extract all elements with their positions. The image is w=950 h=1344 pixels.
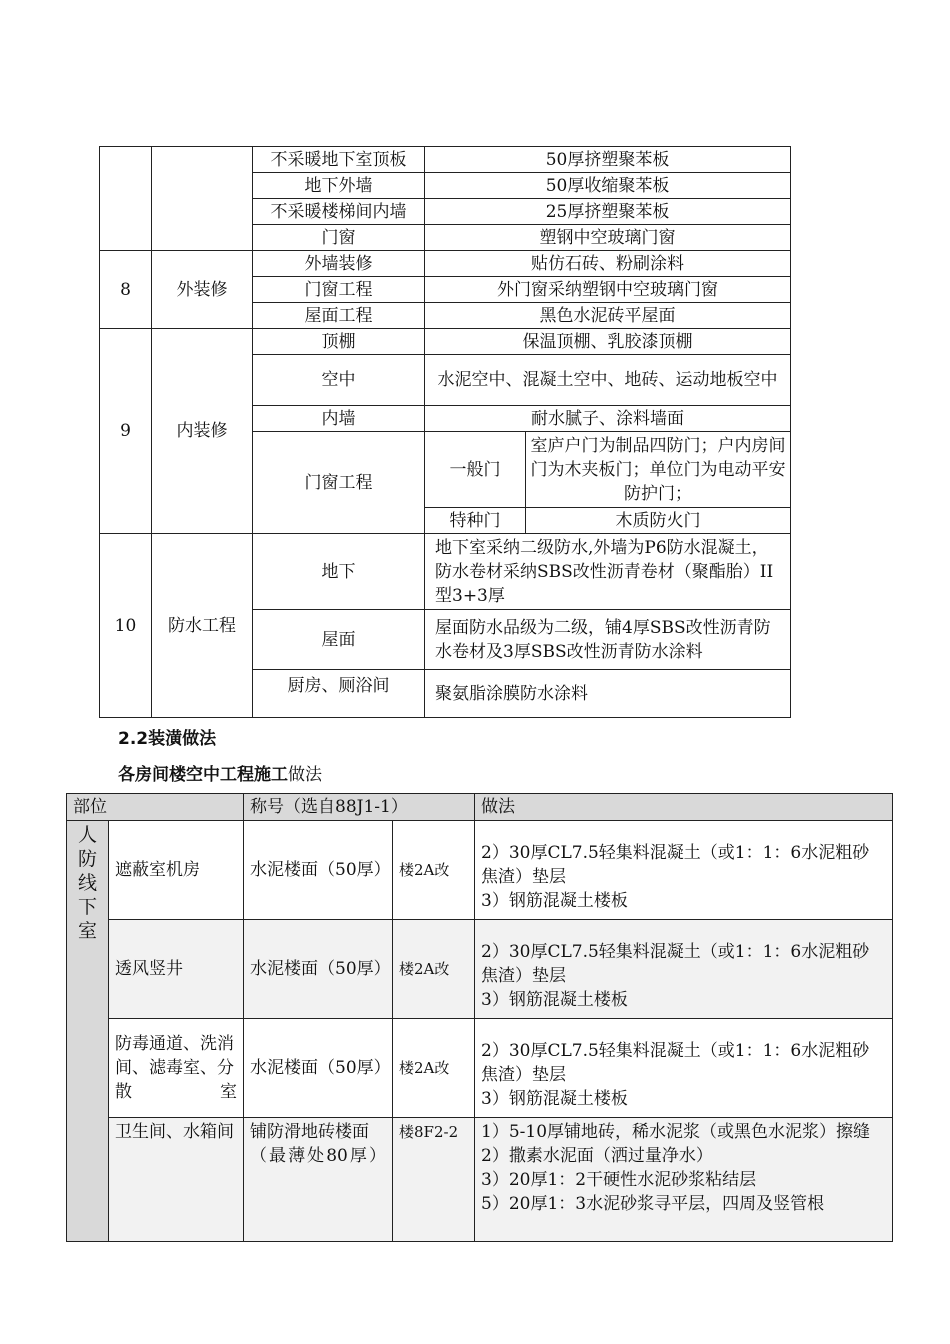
sub-item: 厨房、厕浴间: [253, 670, 425, 718]
spec-value: 外门窗采纳塑钢中空玻璃门窗: [425, 277, 791, 303]
row-number: 8: [100, 251, 152, 329]
spec-value: 50厚挤塑聚苯板: [425, 147, 791, 173]
finish-name: 水泥楼面（50厚）: [244, 821, 393, 920]
spec-value: 50厚收缩聚苯板: [425, 173, 791, 199]
finish-method: 2）30厚CL7.5轻集料混凝土（或1：1：6水泥粗砂焦渣）垫层 3）钢筋混凝土楼板: [475, 920, 893, 1019]
spec-value: 贴仿石砖、粉刷涂料: [425, 251, 791, 277]
empty-cat-cell: [152, 147, 253, 251]
room-name: 防毒通道、洗消间、滤毒室、分散室: [109, 1019, 244, 1118]
side-label: [67, 821, 109, 1242]
finish-name: 水泥楼面（50厚）: [244, 1019, 393, 1118]
sub-item: 内墙: [253, 406, 425, 432]
finish-method: 2）30厚CL7.5轻集料混凝土（或1：1：6水泥粗砂焦渣）垫层 3）钢筋混凝土楼板: [475, 821, 893, 920]
header-name: 称号（选自88J1-1）: [244, 794, 475, 821]
sub-heading-rest: 做法: [288, 765, 322, 785]
floor-finish-table: [66, 793, 893, 1242]
spec-value: 黑色水泥砖平屋面: [425, 303, 791, 329]
sub-item: 顶棚: [253, 329, 425, 355]
finish-code: 楼2A改: [393, 821, 475, 920]
sub-item: 屋面工程: [253, 303, 425, 329]
sub-item: 门窗工程: [253, 277, 425, 303]
section-heading: 2.2装潢做法: [118, 729, 217, 749]
room-name: 卫生间、水箱间: [109, 1118, 244, 1242]
category: 外装修: [152, 251, 253, 329]
header-method: 做法: [475, 794, 893, 821]
finish-name: 水泥楼面（50厚）: [244, 920, 393, 1019]
spec-value: 屋面防水品级为二级，铺4厚SBS改性沥青防水卷材及3厚SBS改性沥青防水涂料: [425, 610, 791, 670]
header-location: 部位: [67, 794, 244, 821]
finish-method: 1）5-10厚铺地砖，稀水泥浆（或黑色水泥浆）擦缝 2）撒素水泥面（洒过量净水） 3）20厚1：2干硬性水泥砂浆粘结层 5）20厚1：3水泥砂浆寻平层，四周及竖管根: [475, 1118, 893, 1242]
finish-code: 楼8F2-2: [393, 1118, 475, 1242]
sub-item: 门窗: [253, 225, 425, 251]
empty-num-cell: [100, 147, 152, 251]
sub-item: 外墙装修: [253, 251, 425, 277]
spec-value: 保温顶棚、乳胶漆顶棚: [425, 329, 791, 355]
sub-item: 不采暖地下室顶板: [253, 147, 425, 173]
sub-heading-bold: 各房间楼空中工程施工: [118, 765, 288, 785]
spec-value: 地下室采纳二级防水,外墙为P6防水混凝土，防水卷材采纳SBS改性沥青卷材（聚酯胎）II型3+3厚: [425, 534, 791, 610]
finish-code: 楼2A改: [393, 920, 475, 1019]
spec-value: 塑钢中空玻璃门窗: [425, 225, 791, 251]
finish-code: 楼2A改: [393, 1019, 475, 1118]
spec-value: 聚氨脂涂膜防水涂料: [425, 670, 791, 718]
sub-item: 地下外墙: [253, 173, 425, 199]
sub-item: 屋面: [253, 610, 425, 670]
finish-method: 2）30厚CL7.5轻集料混凝土（或1：1：6水泥粗砂焦渣）垫层 3）钢筋混凝土楼板: [475, 1019, 893, 1118]
side-label-text: 人防线下室: [77, 824, 97, 942]
spec-value: 水泥空中、混凝土空中、地砖、运动地板空中: [425, 355, 791, 406]
room-name: 遮蔽室机房: [109, 821, 244, 920]
spec-value: 耐水腻子、涂料墙面: [425, 406, 791, 432]
row-number: 10: [100, 534, 152, 718]
sub-heading: [118, 760, 322, 785]
building-spec-table: [99, 146, 791, 718]
door-spec: 室庐户门为制品四防门；户内房间门为木夹板门；单位门为电动平安防护门；: [526, 432, 791, 508]
sub-item: 门窗工程: [253, 432, 425, 534]
room-name: 透风竖井: [109, 920, 244, 1019]
sub-item: 空中: [253, 355, 425, 406]
category: 内装修: [152, 329, 253, 534]
door-spec: 木质防火门: [526, 508, 791, 534]
row-number: 9: [100, 329, 152, 534]
finish-name: 铺防滑地砖楼面（最薄处80厚）: [244, 1118, 393, 1242]
sub-item: 地下: [253, 534, 425, 610]
spec-value: 25厚挤塑聚苯板: [425, 199, 791, 225]
door-type: 一般门: [425, 432, 526, 508]
sub-item: 不采暖楼梯间内墙: [253, 199, 425, 225]
door-type: 特种门: [425, 508, 526, 534]
category: 防水工程: [152, 534, 253, 718]
